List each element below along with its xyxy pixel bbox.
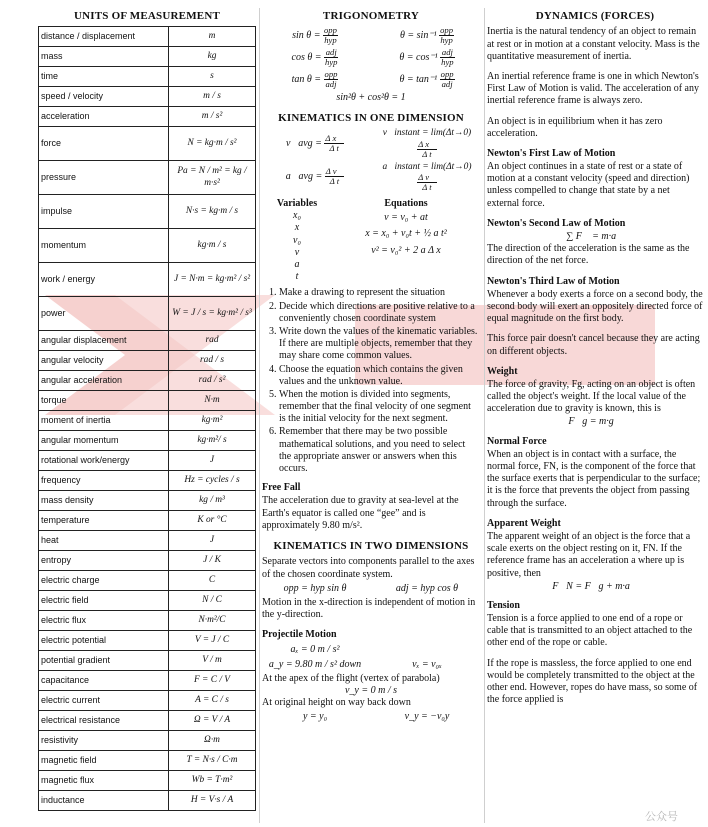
projectile-formulas: [262, 644, 480, 671]
ax-formula: aₓ = 0 m / s²: [290, 643, 340, 655]
n1-title: Newton's First Law of Motion: [487, 147, 616, 159]
units-row: [39, 27, 256, 47]
quantity-name: mass density: [39, 491, 169, 511]
units-row: [39, 671, 256, 691]
vy-return: v_y = −v₀y: [404, 711, 450, 723]
projectile-title: Projectile Motion: [262, 629, 337, 641]
apparent-text: The apparent weight of an object is the force that a scale exerts on the object resting on it, FN. If the reference frame has an acceleration a where up is positive, then: [487, 530, 691, 579]
unit-value: A = C / s: [169, 691, 256, 711]
units-row: [39, 771, 256, 791]
units-row: [39, 691, 256, 711]
units-row: [39, 491, 256, 511]
ainst-formula: a⃗instant = lim(Δt→0) $\frac{\text{Δ v⃗}}{\text{Δ t}}$: [382, 161, 472, 193]
quantity-name: momentum: [39, 229, 169, 263]
quantity-name: magnetic field: [39, 751, 169, 771]
solving-step: 6. Remember that there may be two possible mathematical solutions, and you need to select the appropriate answer or answers when this occurs.: [279, 426, 480, 475]
tension-title: Tension: [487, 599, 520, 611]
units-title: UNITS OF MEASUREMENT: [74, 10, 220, 22]
unit-value: s: [169, 67, 256, 87]
vx-formula: vₓ = v₀ₓ: [412, 658, 442, 670]
units-row: [39, 297, 256, 331]
dyn-title: DYNAMICS (FORCES): [535, 10, 655, 22]
units-row: [39, 791, 256, 811]
ay-formula: a_y = 9.80 m / s² down: [268, 658, 362, 670]
unit-value: Pa = N / m² = kg / m·s²: [169, 161, 256, 195]
kinematic-variable: v: [294, 246, 300, 258]
unit-value: rad: [169, 331, 256, 351]
units-row: [39, 571, 256, 591]
quantity-name: angular displacement: [39, 331, 169, 351]
column-divider: [259, 8, 260, 823]
units-row: [39, 107, 256, 127]
quantity-name: moment of inertia: [39, 411, 169, 431]
units-row: [39, 711, 256, 731]
kin1-variables-equations: [262, 198, 480, 283]
units-row: [39, 161, 256, 195]
quantity-name: rotational work/energy: [39, 451, 169, 471]
y-formula: y = y₀: [302, 711, 328, 723]
units-row: [39, 371, 256, 391]
kinematic-equation: v² = v₀² + 2 a Δ x: [371, 244, 441, 256]
unit-value: H = V·s / A: [169, 791, 256, 811]
kinematic-variable: x: [294, 222, 300, 234]
weight-equation: F⃗g = m·g⃗: [568, 416, 622, 428]
solving-step: 2. Decide which directions are positive relative to a conveniently chosen coordinate system: [279, 301, 480, 325]
watermark-text: 公众号: [645, 809, 678, 823]
kin2-components: [262, 583, 480, 595]
projectile-return-formulas: [262, 711, 480, 723]
quantity-name: electric potential: [39, 631, 169, 651]
kinematic-variable: v₀: [293, 234, 301, 246]
unit-value: C: [169, 571, 256, 591]
arctan-formula: θ = tan⁻¹ $\frac{\text{opp}}{\text{adj}}$: [399, 69, 454, 90]
quantity-name: work / energy: [39, 263, 169, 297]
n3-pair-text: This force pair doesn't cancel because they are acting on different objects.: [487, 333, 700, 357]
solving-step: 4. Choose the equation which contains the given values and the unknown value.: [279, 364, 480, 388]
vavg-formula: v⃗avg = $\frac{\text{Δ x⃗}}{\text{Δ t}}$: [286, 132, 343, 153]
trig-formulas: [262, 26, 480, 89]
inertia-text: Inertia is the natural tendency of an object to remain at rest or in motion at a constant velocity. Mass is the quantitative measurement of inertia.: [487, 26, 700, 62]
kinematic-variable: a: [294, 259, 300, 271]
opp-component: opp = hyp sin θ: [283, 582, 347, 594]
quantity-name: angular velocity: [39, 351, 169, 371]
unit-value: J: [169, 451, 256, 471]
vinst-formula: v⃗instant = lim(Δt→0) $\frac{\text{Δ x⃗}}{\text{Δ t}}$: [382, 128, 472, 159]
units-row: [39, 591, 256, 611]
arccos-formula: θ = cos⁻¹ $\frac{\text{adj}}{\text{hyp}}$: [399, 47, 454, 68]
units-row: [39, 67, 256, 87]
units-row: [39, 471, 256, 491]
units-row: [39, 551, 256, 571]
n2-equation: ∑ F⃗ = m·a⃗: [566, 231, 624, 243]
unit-value: kg·m²: [169, 411, 256, 431]
quantity-name: electrical resistance: [39, 711, 169, 731]
quantity-name: pressure: [39, 161, 169, 195]
variables-heading: Variables: [276, 198, 318, 210]
kin2-text: Separate vectors into components parallel to the axes of the chosen coordinate system.: [262, 556, 475, 580]
unit-value: kg: [169, 47, 256, 67]
unit-value: J: [169, 531, 256, 551]
unit-value: kg·m²/ s: [169, 431, 256, 451]
unit-value: rad / s: [169, 351, 256, 371]
arcsin-formula: θ = sin⁻¹ $\frac{\text{opp}}{\text{hyp}}$: [400, 25, 453, 46]
units-row: [39, 127, 256, 161]
n3-text: Whenever a body exerts a force on a second body, the second body will exert an oppositely directed force of equal magnitude on the first body.: [487, 288, 703, 325]
units-row: [39, 195, 256, 229]
apparent-title: Apparent Weight: [487, 517, 561, 529]
dynamics-column: [487, 10, 703, 714]
quantity-name: entropy: [39, 551, 169, 571]
unit-value: V = J / C: [169, 631, 256, 651]
kin1-definitions: [262, 128, 480, 192]
unit-value: N·m²/C: [169, 611, 256, 631]
quantity-name: magnetic flux: [39, 771, 169, 791]
cos-formula: cos θ = $\frac{\text{adj}}{\text{hyp}}$: [291, 47, 338, 68]
freefall-text: The acceleration due to gravity at sea-level at the Earth's equator is called one “gee” and is approximately 9.80 m/s².: [262, 495, 459, 531]
units-row: [39, 411, 256, 431]
unit-value: Ω = V / A: [169, 711, 256, 731]
units-row: [39, 229, 256, 263]
quantity-name: electric current: [39, 691, 169, 711]
unit-value: V / m: [169, 651, 256, 671]
units-row: [39, 451, 256, 471]
equations-heading: Equations: [384, 198, 428, 210]
unit-value: Ω·m: [169, 731, 256, 751]
units-row: [39, 611, 256, 631]
column-divider: [484, 8, 485, 823]
unit-value: J / K: [169, 551, 256, 571]
unit-value: kg·m / s: [169, 229, 256, 263]
unit-value: T = N·s / C·m: [169, 751, 256, 771]
unit-value: N = kg·m / s²: [169, 127, 256, 161]
kinematic-equation: x = x₀ + v₀t + ½ a t²: [365, 228, 447, 240]
quantity-name: potential gradient: [39, 651, 169, 671]
quantity-name: angular momentum: [39, 431, 169, 451]
projectile-apex: At the apex of the flight (vertex of parabola): [262, 672, 440, 684]
unit-value: N·m: [169, 391, 256, 411]
quantity-name: power: [39, 297, 169, 331]
units-row: [39, 87, 256, 107]
kinematics-column: [262, 10, 480, 726]
solving-step: 5. When the motion is divided into segments, remember that the final velocity of one segment is the initial velocity for the next segment.: [279, 389, 480, 426]
tan-formula: tan θ = $\frac{\text{opp}}{\text{adj}}$: [291, 69, 338, 90]
units-row: [39, 351, 256, 371]
unit-value: m: [169, 27, 256, 47]
quantity-name: electric field: [39, 591, 169, 611]
units-row: [39, 331, 256, 351]
n2-text: The direction of the acceleration is the same as the direction of the net force.: [487, 243, 690, 267]
n1-text: An object continues in a state of rest or a state of motion at a constant velocity (speed and direction) unless compelled to change that state by a net external force.: [487, 161, 690, 209]
normal-title: Normal Force: [487, 435, 547, 447]
problem-solving-steps: [279, 287, 480, 475]
quantity-name: acceleration: [39, 107, 169, 127]
units-row: [39, 263, 256, 297]
units-row: [39, 731, 256, 751]
quantity-name: speed / velocity: [39, 87, 169, 107]
units-row: [39, 651, 256, 671]
unit-value: N / C: [169, 591, 256, 611]
kin1-title: KINEMATICS IN ONE DIMENSION: [278, 111, 464, 124]
quantity-name: distance / displacement: [39, 27, 169, 47]
quantity-name: torque: [39, 391, 169, 411]
quantity-name: inductance: [39, 791, 169, 811]
units-row: [39, 631, 256, 651]
trig-title: TRIGONOMETRY: [322, 10, 420, 22]
quantity-name: heat: [39, 531, 169, 551]
normal-text: When an object is in contact with a surface, the normal force, FN, is the component of the force that the surface exerts that is perpendicular to the surface; it is the force that prevents the object from passing through the surface.: [487, 448, 701, 509]
unit-value: K or °C: [169, 511, 256, 531]
units-row: [39, 431, 256, 451]
unit-value: Wb = T·m²: [169, 771, 256, 791]
sin-formula: sin θ = $\frac{\text{opp}}{\text{hyp}}$: [292, 25, 337, 46]
units-row: [39, 531, 256, 551]
pythagorean-identity: sin²θ + cos²θ = 1: [336, 91, 406, 103]
quantity-name: impulse: [39, 195, 169, 229]
aavg-formula: a⃗avg = $\frac{\text{Δ v⃗}}{\text{Δ t}}$: [285, 166, 344, 187]
quantity-name: angular acceleration: [39, 371, 169, 391]
n3-title: Newton's Third Law of Motion: [487, 275, 620, 287]
quantity-name: time: [39, 67, 169, 87]
unit-value: m / s: [169, 87, 256, 107]
weight-title: Weight: [487, 365, 518, 377]
quantity-name: force: [39, 127, 169, 161]
units-row: [39, 391, 256, 411]
unit-value: F = C / V: [169, 671, 256, 691]
quantity-name: frequency: [39, 471, 169, 491]
vy-apex: v_y = 0 m / s: [344, 685, 398, 697]
unit-value: rad / s²: [169, 371, 256, 391]
n2-title: Newton's Second Law of Motion: [487, 217, 626, 229]
kin2-independence: Motion in the x-direction is independent of motion in the y-direction.: [262, 596, 476, 621]
kinematic-equation: v = v₀ + at: [384, 212, 428, 224]
solving-step: 3. Write down the values of the kinematic variables. If there are multiple objects, remember that they may share come common values.: [279, 326, 480, 363]
kinematic-variable: t: [295, 271, 299, 283]
kinematic-variable: x₀: [293, 210, 301, 222]
projectile-return: At original height on way back down: [262, 697, 411, 709]
units-row: [39, 511, 256, 531]
tension-text: Tension is a force applied to one end of a rope or cable that is transmitted to an object attached to the other end of the rope or cable.: [487, 613, 693, 649]
unit-value: m / s²: [169, 107, 256, 127]
units-column: [38, 10, 256, 811]
units-row: [39, 47, 256, 67]
quantity-name: capacitance: [39, 671, 169, 691]
quantity-name: temperature: [39, 511, 169, 531]
quantity-name: electric flux: [39, 611, 169, 631]
tension-massless-text: If the rope is massless, the force applied to one end would be completely transmitted to the object at the other end. However, ropes do have mass, so some of the force applied is: [487, 657, 698, 706]
equations-list: [332, 198, 480, 283]
equilibrium-text: An object is in equilibrium when it has zero acceleration.: [487, 115, 663, 139]
unit-value: W = J / s = kg·m² / s³: [169, 297, 256, 331]
frame-text: An inertial reference frame is one in which Newton's First Law of Motion is valid. The acceleration of any inertial reference frame is always zero.: [487, 70, 699, 107]
adj-component: adj = hyp cos θ: [395, 582, 459, 594]
solving-step: 1. Make a drawing to represent the situation: [279, 287, 480, 299]
freefall-title: Free Fall: [262, 482, 301, 494]
variables-list: [262, 198, 332, 283]
unit-value: J = N·m = kg·m² / s²: [169, 263, 256, 297]
units-row: [39, 751, 256, 771]
units-table: [38, 26, 256, 811]
kin2-title: KINEMATICS IN TWO DIMENSIONS: [273, 539, 469, 552]
unit-value: kg / m³: [169, 491, 256, 511]
quantity-name: resistivity: [39, 731, 169, 751]
apparent-equation: F⃗N = F⃗g + m·a⃗: [552, 580, 638, 592]
quantity-name: mass: [39, 47, 169, 67]
unit-value: Hz = cycles / s: [169, 471, 256, 491]
weight-text: The force of gravity, Fg, acting on an object is often called the object's weight. If the local value of the acceleration due to gravity is known, this is: [487, 378, 696, 415]
unit-value: N·s = kg·m / s: [169, 195, 256, 229]
quantity-name: electric charge: [39, 571, 169, 591]
